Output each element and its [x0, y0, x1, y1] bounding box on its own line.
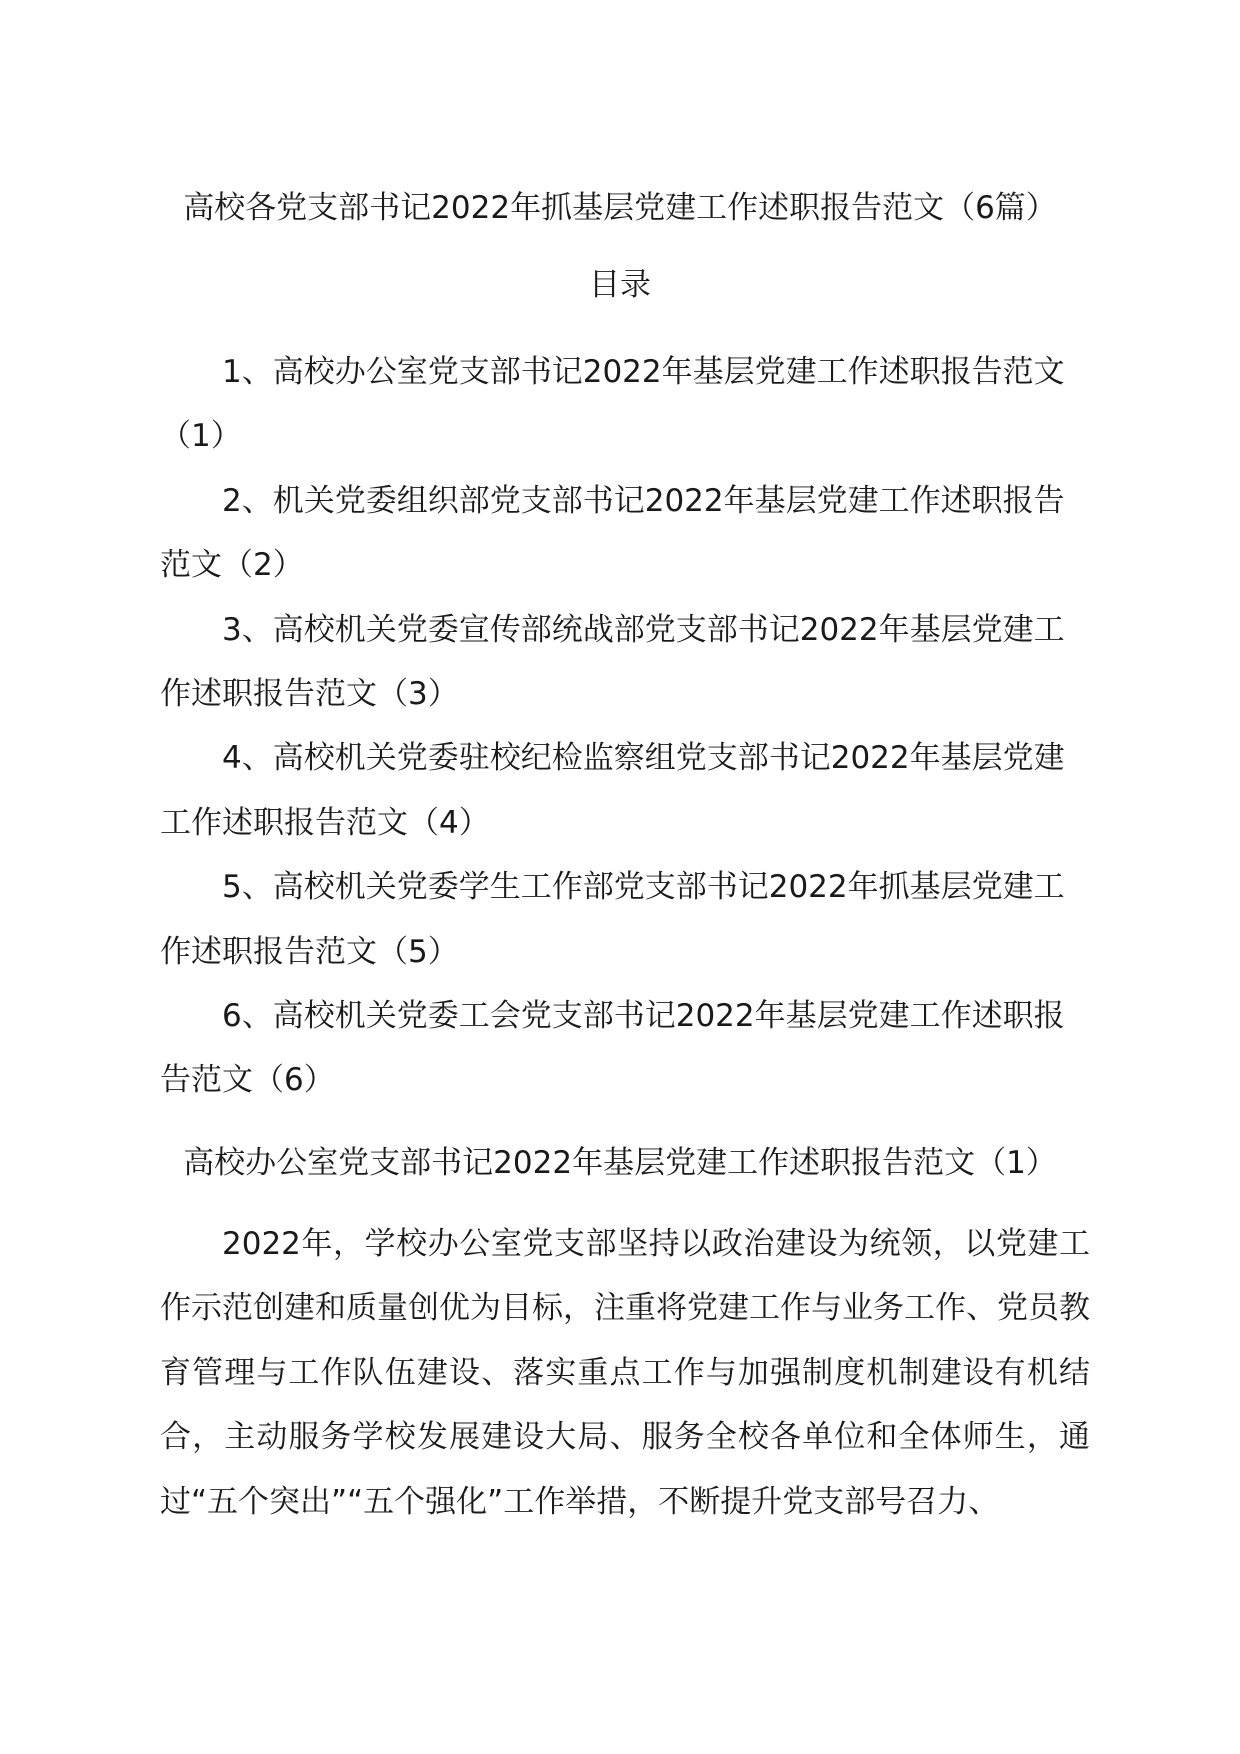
body-paragraph: 2022年，学校办公室党支部坚持以政治建设为统领，以党建工作示范创建和质量创优为目标，注重将党建工作与业务工作、党员教育管理与工作队伍建设、落实重点工作与加强制度机制建设有机结合，主动服务学校发展建设大局、服务全校各单位和全体师生，通过“五个突出”“五个强化”工作举措，不断提升党支部号召力、: [160, 1226, 1090, 1520]
toc-item-5: 5、高校机关党委学生工作部党支部书记2022年抓基层党建工作述职报告范文（5）: [160, 869, 1065, 970]
toc-item-1: 1、高校办公室党支部书记2022年基层党建工作述职报告范文（1）: [160, 354, 1065, 455]
toc-item-4: 4、高校机关党委驻校纪检监察组党支部书记2022年基层党建工作述职报告范文（4）: [160, 740, 1065, 841]
toc-heading: 目录: [589, 267, 651, 303]
toc-item-6: 6、高校机关党委工会党支部书记2022年基层党建工作述职报告范文（6）: [160, 998, 1065, 1099]
section-title: 高校办公室党支部书记2022年基层党建工作述职报告范文（1）: [183, 1145, 1057, 1181]
toc-item-2: 2、机关党委组织部党支部书记2022年基层党建工作述职报告范文（2）: [160, 482, 1065, 584]
toc-item-3: 3、高校机关党委宣传部统战部党支部书记2022年基层党建工作述职报告范文（3）: [160, 611, 1065, 713]
document-title: 高校各党支部书记2022年抓基层党建工作述职报告范文（6篇）: [183, 190, 1057, 226]
table-of-contents: [160, 340, 1080, 1113]
